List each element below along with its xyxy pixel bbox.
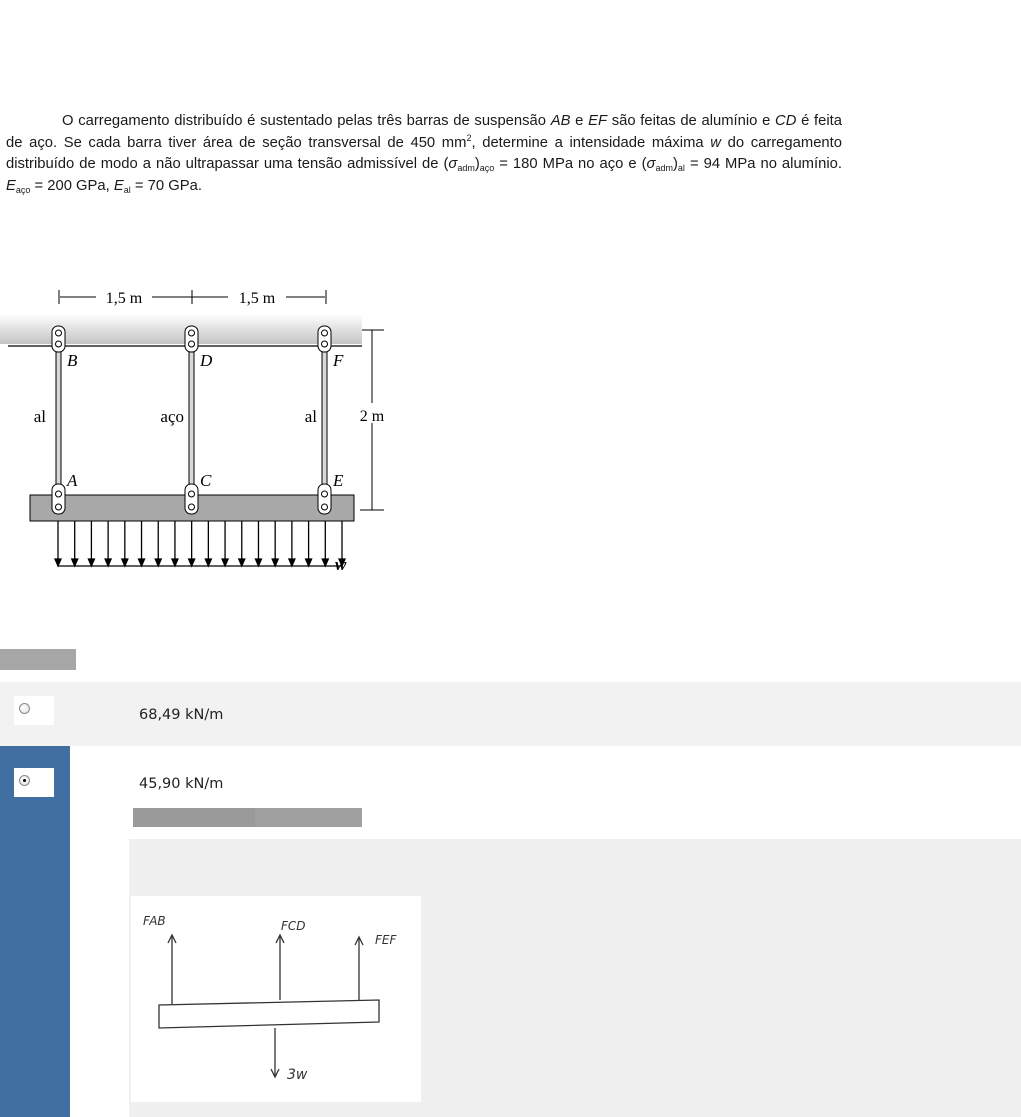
distributed-load-arrows [55,521,345,566]
radio-selected-icon[interactable] [19,775,30,786]
load-arrowhead [222,559,228,566]
feedback-header-bar [133,808,362,827]
label-c: C [200,471,212,490]
load-arrowhead [172,559,178,566]
material-right: al [304,407,317,426]
rods [56,352,327,487]
load-arrowhead [189,559,195,566]
sketch-fcd-label: FCD [281,919,306,933]
dim-right-label: 1,5 m [238,290,276,307]
load-label: w [335,555,347,574]
load-arrowhead [239,559,245,566]
dim-left-label: 1,5 m [105,290,143,307]
label-d: D [200,351,213,370]
material-left: al [33,407,46,426]
option-2-label[interactable]: 45,90 kN/m [139,776,224,792]
label-a: A [67,471,78,490]
load-arrowhead [139,559,145,566]
question-text: O carregamento distribuído é sustentado pelas três barras de suspensão AB e EF são feitas de alumínio e CD é feita de aço. Se cada barra tiver área de seção transversal de 450 $mm^2$, determine a intensidade máxima w do carregamento distribuído de modo a não ultrapassar uma tensão admissível de $(\sigma_{adm})_{aço} = 180$ MPa no aço e $(\sigma_{adm})_{al} = 94$ MPa no alumínio. $E_{aço} = 200$ GPa, $E_{al} = 70$ GPa. [6,113,842,195]
load-arrowhead [255,559,261,566]
label-f: F [333,351,344,370]
option-2-radio-box[interactable] [14,768,54,797]
selected-option-column [0,746,70,1117]
free-body-sketch [131,896,421,1102]
answer-header-bar [0,649,76,670]
load-arrowhead [122,559,128,566]
load-arrowhead [205,559,211,566]
material-middle: aço [160,407,184,426]
sketch-beam [159,1000,379,1028]
height-dim-label: 2 m [359,408,385,425]
load-arrowhead [88,559,94,566]
problem-figure [0,280,400,590]
sketch-load-label: 3w [287,1067,308,1083]
label-b: B [67,351,78,370]
load-arrowhead [306,559,312,566]
radio-unselected-icon[interactable] [19,703,30,714]
load-arrowhead [155,559,161,566]
load-arrowhead [322,559,328,566]
option-1-label[interactable]: 68,49 kN/m [139,707,224,723]
load-arrowhead [272,559,278,566]
option-1-radio-box[interactable] [14,696,54,725]
load-arrowhead [289,559,295,566]
sketch-fab-label: FAB [143,914,166,928]
load-arrowhead [105,559,111,566]
sketch-fef-label: FEF [375,933,397,947]
load-arrowhead [72,559,78,566]
load-arrowhead [55,559,61,566]
label-e: E [333,471,344,490]
